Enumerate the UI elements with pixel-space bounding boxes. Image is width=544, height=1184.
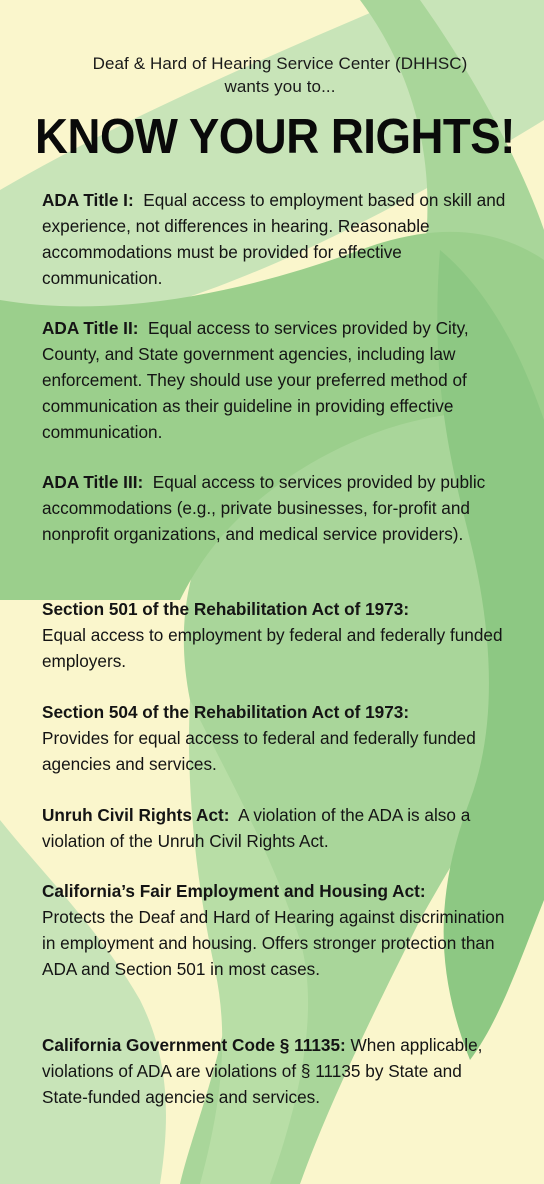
section-unruh [42,802,510,854]
page-title: KNOW YOUR RIGHTS! [35,110,515,164]
section-gov-code-11135 [42,1032,510,1110]
section-body: When applicable, violations of ADA are violations of § 11135 by State and State-funded agencies and services. [42,1035,483,1107]
section-heading: ADA Title III: [42,472,144,492]
section-body: Equal access to employment by federal and federally funded employers. [42,625,503,671]
section-ada-title-3 [42,469,510,547]
section-body: Equal access to services provided by City, County, and State government agencies, including law enforcement. They should use your preferred method of communication as their guideline in providing effective communication. [42,318,469,442]
section-504 [42,699,510,777]
organization-name: Deaf & Hard of Hearing Service Center (DHHSC) [92,54,468,73]
section-heading: ADA Title I: [42,190,134,210]
section-body: Protects the Deaf and Hard of Hearing against discrimination in employment and housing. Offers stronger protection than ADA and Section 501 in most cases. [42,907,505,979]
section-501 [42,596,510,674]
section-ada-title-1 [42,187,510,291]
section-feha [42,878,510,982]
section-heading: ADA Title II: [42,318,139,338]
section-body: Provides for equal access to federal and federally funded agencies and services. [42,728,476,774]
intro-text: wants you to... [224,77,336,96]
section-body: Equal access to employment based on skill and experience, not differences in hearing. Reasonable accommodations must be provided for effective communication. [42,190,506,288]
section-body: A violation of the ADA is also a violation of the Unruh Civil Rights Act. [42,805,471,851]
section-heading: Section 501 of the Rehabilitation Act of 1973: [42,599,410,619]
section-heading: California Government Code § 11135: [42,1035,346,1055]
section-ada-title-2 [42,315,510,445]
section-heading: Section 504 of the Rehabilitation Act of 1973: [42,702,410,722]
section-heading: California’s Fair Employment and Housing Act: [42,881,426,901]
section-body: Equal access to services provided by public accommodations (e.g., private businesses, for-profit and nonprofit organizations, and medical service providers). [42,472,486,544]
section-heading: Unruh Civil Rights Act: [42,805,230,825]
